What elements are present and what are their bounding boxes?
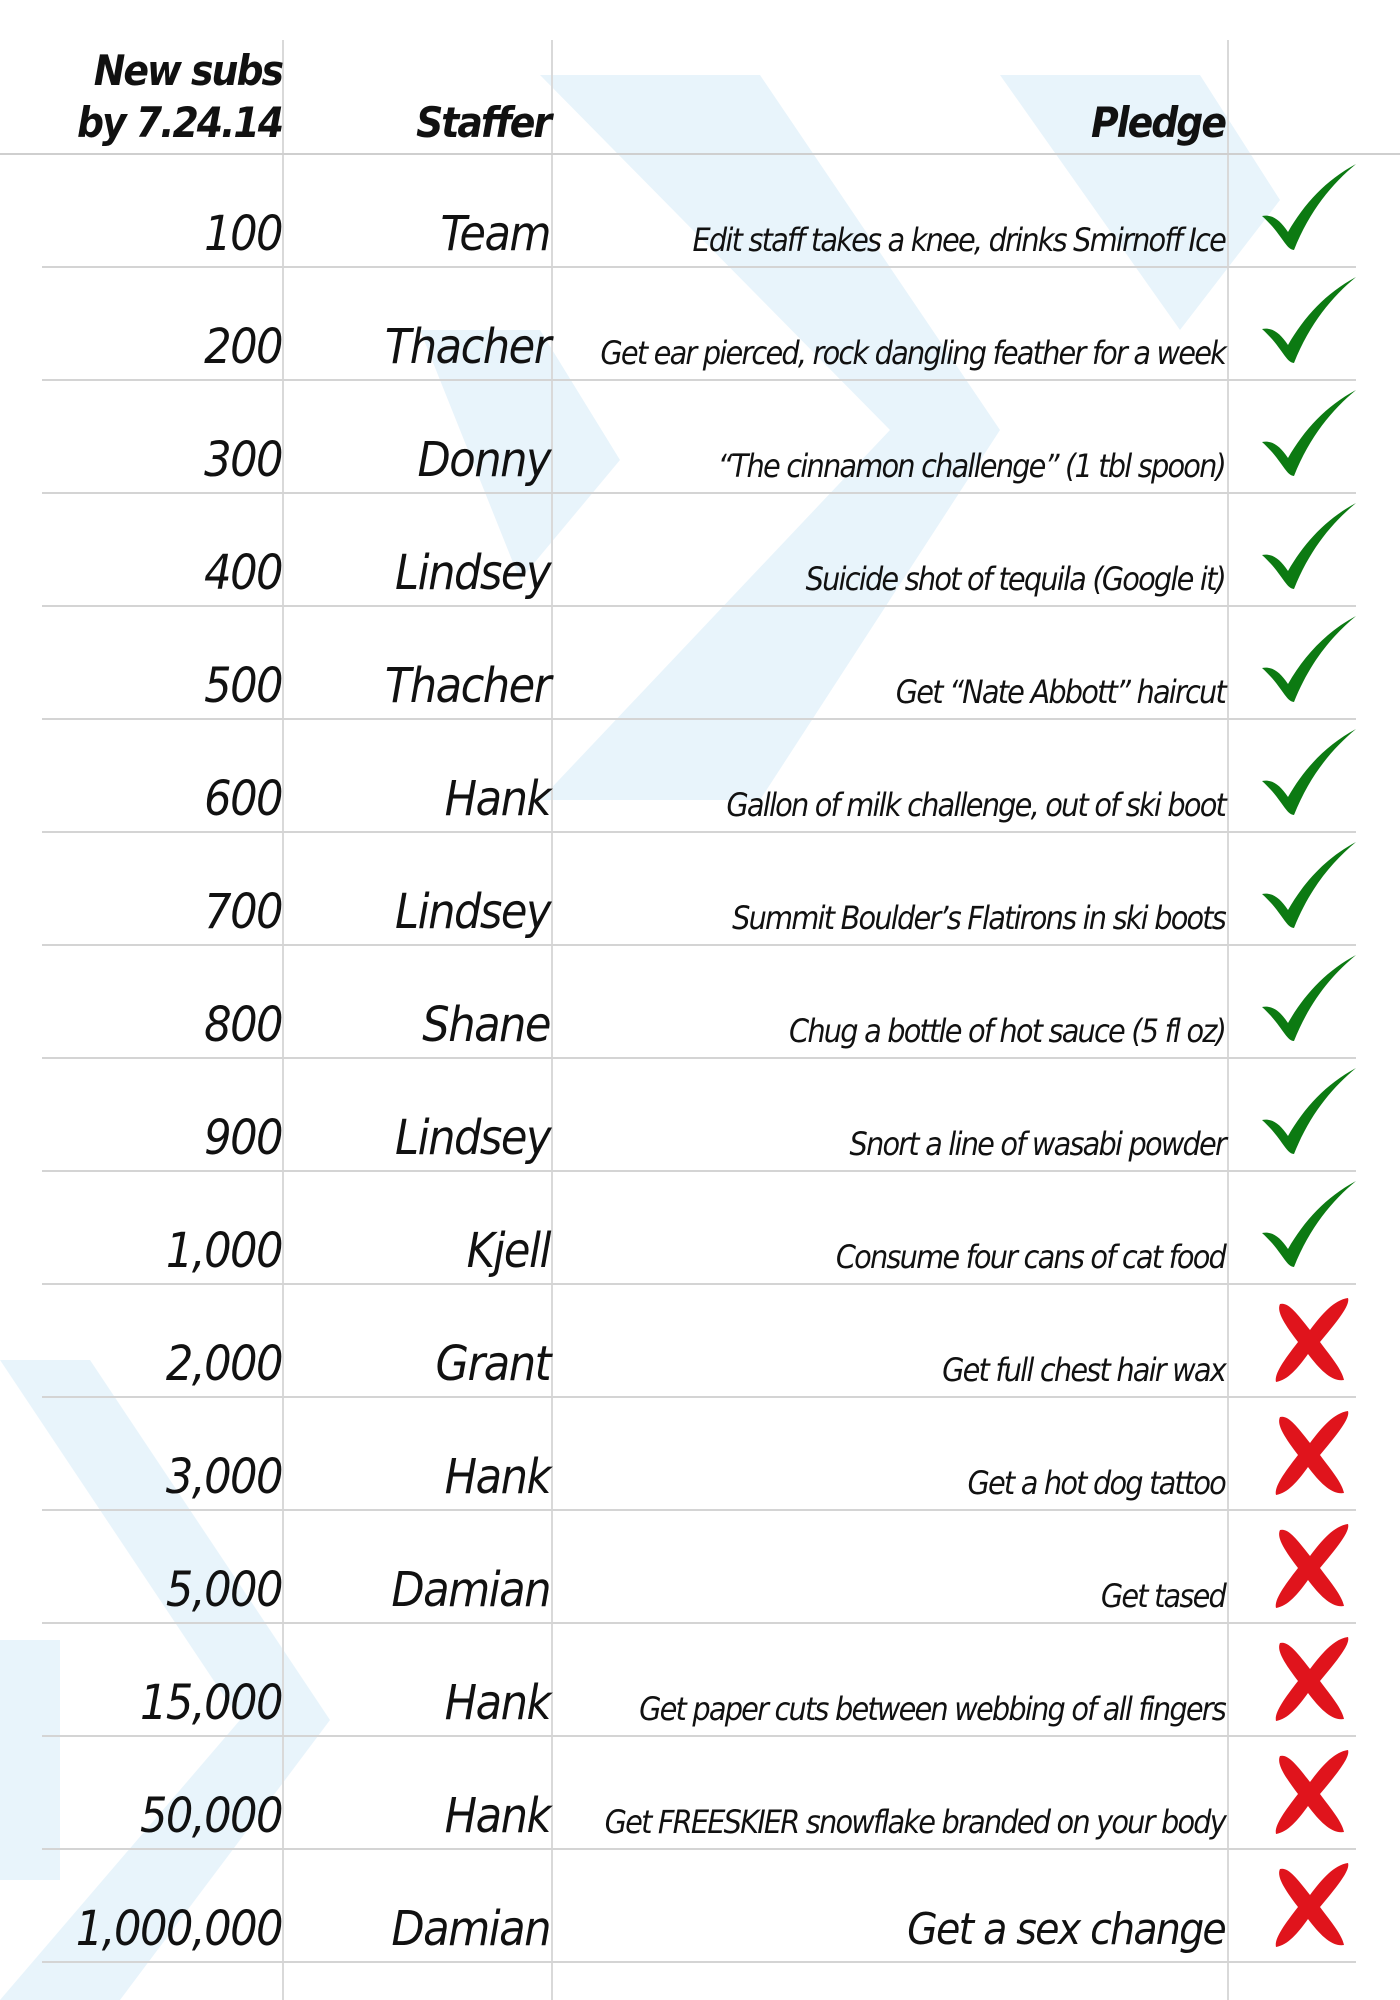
table-row <box>0 1285 1400 1398</box>
cross-icon <box>1258 1746 1358 1836</box>
pledge-cell: Get a hot dog tattoo <box>967 1464 1225 1502</box>
staffer-cell: Damian <box>391 1901 550 1957</box>
header-new-subs <box>42 45 282 149</box>
pledge-cell: Consume four cans of cat food <box>835 1238 1225 1276</box>
staffer-cell: Donny <box>417 432 550 488</box>
staffer-cell: Lindsey <box>395 545 550 601</box>
staffer-cell: Damian <box>391 1562 550 1618</box>
subs-cell: 600 <box>204 771 282 827</box>
staffer-cell: Lindsey <box>395 884 550 940</box>
staffer-cell: Team <box>440 206 550 262</box>
cross-icon <box>1258 1859 1358 1949</box>
cross-icon <box>1258 1633 1358 1723</box>
check-icon <box>1258 955 1358 1045</box>
pledge-cell: Get full chest hair wax <box>942 1351 1225 1389</box>
subs-cell: 3,000 <box>165 1449 282 1505</box>
cross-icon <box>1258 1520 1358 1610</box>
pledge-cell: Chug a bottle of hot sauce (5 fl oz) <box>789 1012 1225 1050</box>
pledge-cell: Get ear pierced, rock dangling feather for a week <box>600 334 1225 372</box>
table-row <box>0 1059 1400 1172</box>
staffer-cell: Hank <box>444 1788 550 1844</box>
subs-cell: 2,000 <box>165 1336 282 1392</box>
check-icon <box>1258 729 1358 819</box>
pledge-cell: Suicide shot of tequila (Google it) <box>805 560 1225 598</box>
cross-icon <box>1258 1294 1358 1384</box>
table-header <box>0 0 1400 155</box>
pledge-cell: Get “Nate Abbott” haircut <box>895 673 1225 711</box>
table-row <box>0 1511 1400 1624</box>
staffer-cell: Hank <box>444 1675 550 1731</box>
table-row <box>0 1850 1400 1963</box>
table-row <box>0 155 1400 268</box>
subs-cell: 900 <box>204 1110 282 1166</box>
staffer-cell: Shane <box>422 997 550 1053</box>
table-row <box>0 494 1400 607</box>
subs-cell: 500 <box>204 658 282 714</box>
pledge-cell: Gallon of milk challenge, out of ski boot <box>726 786 1225 824</box>
subs-cell: 1,000,000 <box>75 1901 282 1957</box>
pledge-cell: Get tased <box>1100 1577 1225 1615</box>
check-icon <box>1258 503 1358 593</box>
table-row <box>0 833 1400 946</box>
check-icon <box>1258 164 1358 254</box>
pledge-cell: Get FREESKIER snowflake branded on your body <box>604 1803 1225 1841</box>
table-row <box>0 1172 1400 1285</box>
pledge-cell: Get paper cuts between webbing of all fingers <box>639 1690 1225 1728</box>
staffer-cell: Hank <box>444 1449 550 1505</box>
staffer-cell: Kjell <box>466 1223 550 1279</box>
check-icon <box>1258 616 1358 706</box>
header-new-subs-line1: New subs <box>93 46 282 95</box>
subs-cell: 1,000 <box>165 1223 282 1279</box>
table-row <box>0 381 1400 494</box>
check-icon <box>1258 390 1358 480</box>
header-pledge: Pledge <box>1091 98 1225 147</box>
subs-cell: 700 <box>204 884 282 940</box>
check-icon <box>1258 1068 1358 1158</box>
table-row <box>0 1398 1400 1511</box>
check-icon <box>1258 842 1358 932</box>
subs-cell: 400 <box>204 545 282 601</box>
staffer-cell: Thacher <box>384 658 550 714</box>
check-icon <box>1258 277 1358 367</box>
pledge-cell: Edit staff takes a knee, drinks Smirnoff Ice <box>692 221 1225 259</box>
subs-cell: 200 <box>204 319 282 375</box>
table-row <box>0 268 1400 381</box>
subs-cell: 100 <box>204 206 282 262</box>
row-divider <box>42 1961 1356 1963</box>
subs-cell: 5,000 <box>165 1562 282 1618</box>
table-row <box>0 607 1400 720</box>
table-row <box>0 1737 1400 1850</box>
pledge-cell: Get a sex change <box>907 1904 1225 1955</box>
header-new-subs-line2: by 7.24.14 <box>77 98 282 147</box>
cross-icon <box>1258 1407 1358 1497</box>
pledge-cell: Snort a line of wasabi powder <box>849 1125 1225 1163</box>
table-row <box>0 720 1400 833</box>
table-row <box>0 1624 1400 1737</box>
table-row <box>0 946 1400 1059</box>
subs-cell: 50,000 <box>139 1788 282 1844</box>
staffer-cell: Grant <box>435 1336 550 1392</box>
staffer-cell: Thacher <box>384 319 550 375</box>
staffer-cell: Lindsey <box>395 1110 550 1166</box>
subs-cell: 300 <box>204 432 282 488</box>
pledge-cell: Summit Boulder’s Flatirons in ski boots <box>732 899 1225 937</box>
subs-cell: 800 <box>204 997 282 1053</box>
subs-cell: 15,000 <box>139 1675 282 1731</box>
header-staffer: Staffer <box>416 98 550 147</box>
check-icon <box>1258 1181 1358 1271</box>
pledge-cell: “The cinnamon challenge” (1 tbl spoon) <box>717 447 1225 485</box>
staffer-cell: Hank <box>444 771 550 827</box>
